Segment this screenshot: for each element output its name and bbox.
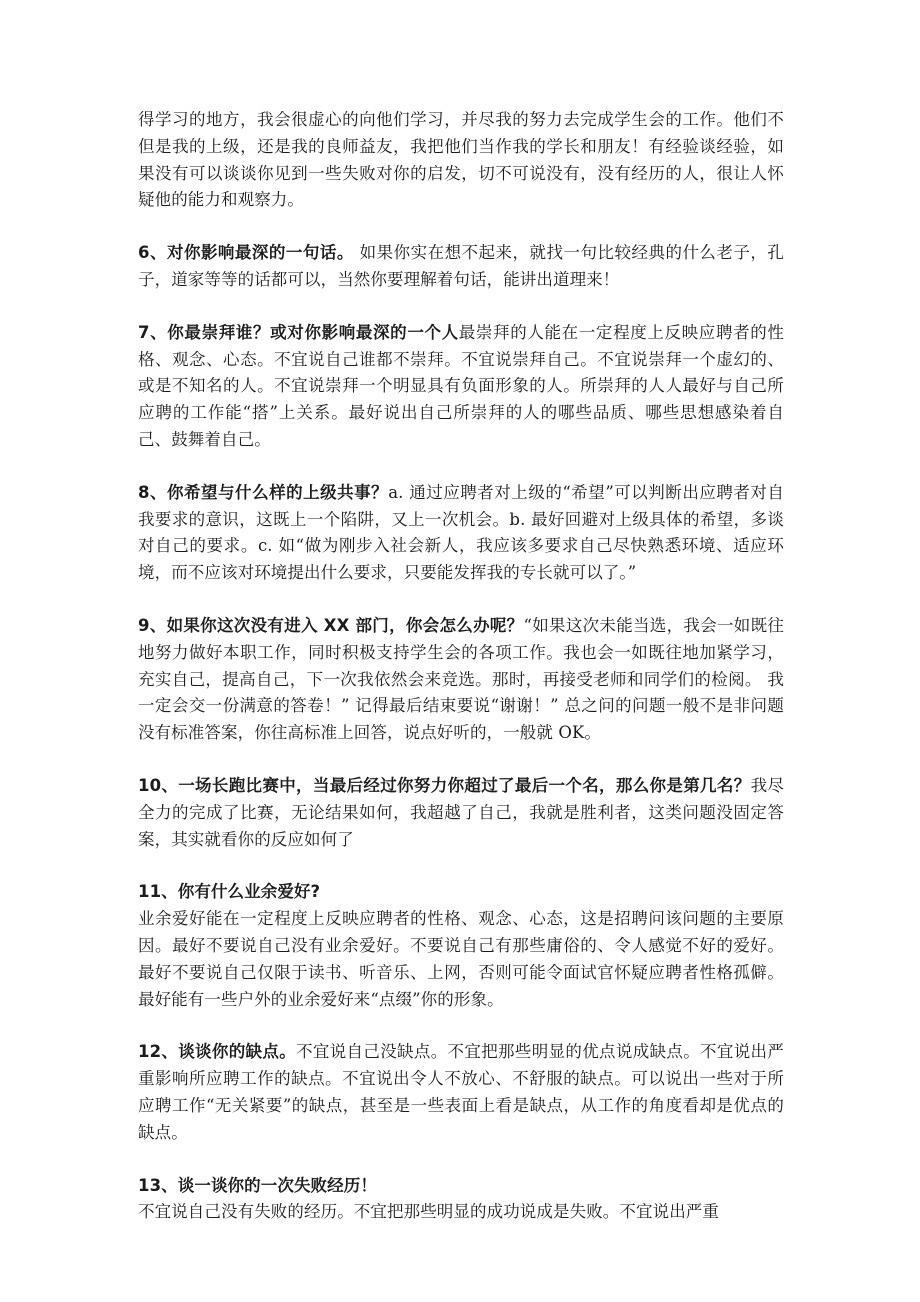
question-7 (138, 320, 784, 454)
question-10-answer: 我尽全力的完成了比赛，无论结果如何，我超越了自己，我就是胜利者，这类问题没固定答案，其实就看你的反应如何了 (138, 775, 784, 849)
question-6-answer: 如果你实在想不起来，就找一句比较经典的什么老子，孔子，道家等等的话都可以，当然你要理解着句话，能讲出道理来！ (138, 243, 784, 289)
question-12-heading: 12、谈谈你的缺点。 (138, 1042, 297, 1062)
question-9 (138, 613, 784, 747)
question-13-answer: 不宜说自己没有失败的经历。不宜把那些明显的成功说成是失败。不宜说出严重 (138, 1202, 719, 1222)
question-7-answer: 最崇拜的人能在一定程度上反映应聘者的性格、观念、心态。不宜说自己谁都不崇拜。不宜说崇拜自己。不宜说崇拜一个虚幻的、或是不知名的人。不宜说崇拜一个明显具有负面形象的人。所崇拜的人人最好与自己所应聘的工作能“搭”上关系。最好说出自己所崇拜的人的哪些品质、哪些思想感染着自己、鼓舞着自己。 (138, 322, 784, 449)
question-11 (138, 879, 784, 1013)
question-8-answer: a. 通过应聘者对上级的“希望”可以判断出应聘者对自我要求的意识，这既上一个陷阱，又上一次机会。b. 最好回避对上级具体的希望，多谈对自己的要求。c. 如“做为刚步入社会新人，我应该多要求自己尽快熟悉环境、适应环境，而不应该对环境提出什么要求，只要能发挥我的专长就可以了。” (138, 482, 784, 583)
question-10-heading: 10、一场长跑比赛中，当最后经过你努力你超过了最后一个名，那么你是第几名？ (138, 775, 751, 795)
question-13 (138, 1173, 784, 1227)
question-6 (138, 240, 784, 294)
question-10 (138, 773, 784, 853)
question-11-answer: 业余爱好能在一定程度上反映应聘者的性格、观念、心态，这是招聘问该问题的主要原因。最好不要说自己没有业余爱好。不要说自己有那些庸俗的、令人感觉不好的爱好。最好不要说自己仅限于读书、听音乐、上网，否则可能令面试官怀疑应聘者性格孤僻。最好能有一些户外的业余爱好来“点缀”你的形象。 (138, 909, 784, 1009)
question-12 (138, 1039, 784, 1146)
document-page (138, 107, 784, 1252)
question-8-heading: 8、你希望与什么样的上级共事？ (138, 482, 389, 502)
question-9-heading: 9、如果你这次没有进入 XX 部门，你会怎么办呢？ (138, 615, 524, 635)
question-9-answer: “如果这次未能当选，我会一如既往地努力做好本职工作，同时积极支持学生会的各项工作。我也会一如既往地加紧学习，充实自己，提高自己，下一次我依然会来竞选。那时，再接受老师和同学们的检阅。 我一定会交一份满意的答卷！” 记得最后结束要说“谢谢！” 总之问的问题一般不是非问题没有标准答案，你往高标准上回答，说点好听的，一般就 OK。 (138, 615, 784, 743)
question-8 (138, 480, 784, 587)
intro-paragraph (138, 107, 784, 214)
question-11-heading: 11、你有什么业余爱好? (138, 882, 321, 902)
question-7-heading: 7、你最崇拜谁？或对你影响最深的一个人 (138, 322, 459, 342)
question-13-heading: 13、谈一谈你的一次失败经历！ (138, 1175, 377, 1195)
question-6-heading: 6、对你影响最深的一句话。 (138, 243, 354, 263)
question-12-answer: 不宜说自己没缺点。不宜把那些明显的优点说成缺点。不宜说出严重影响所应聘工作的缺点。不宜说出令人不放心、不舒服的缺点。可以说出一些对于所应聘工作“无关紧要”的缺点，甚至是一些表面上看是缺点，从工作的角度看却是优点的缺点。 (138, 1042, 784, 1142)
intro-text: 得学习的地方，我会很虚心的向他们学习，并尽我的努力去完成学生会的工作。他们不但是我的上级，还是我的良师益友，我把他们当作我的学长和朋友！有经验谈经验，如果没有可以谈谈你见到一些失败对你的启发，切不可说没有，没有经历的人，很让人怀疑他的能力和观察力。 (138, 110, 784, 210)
